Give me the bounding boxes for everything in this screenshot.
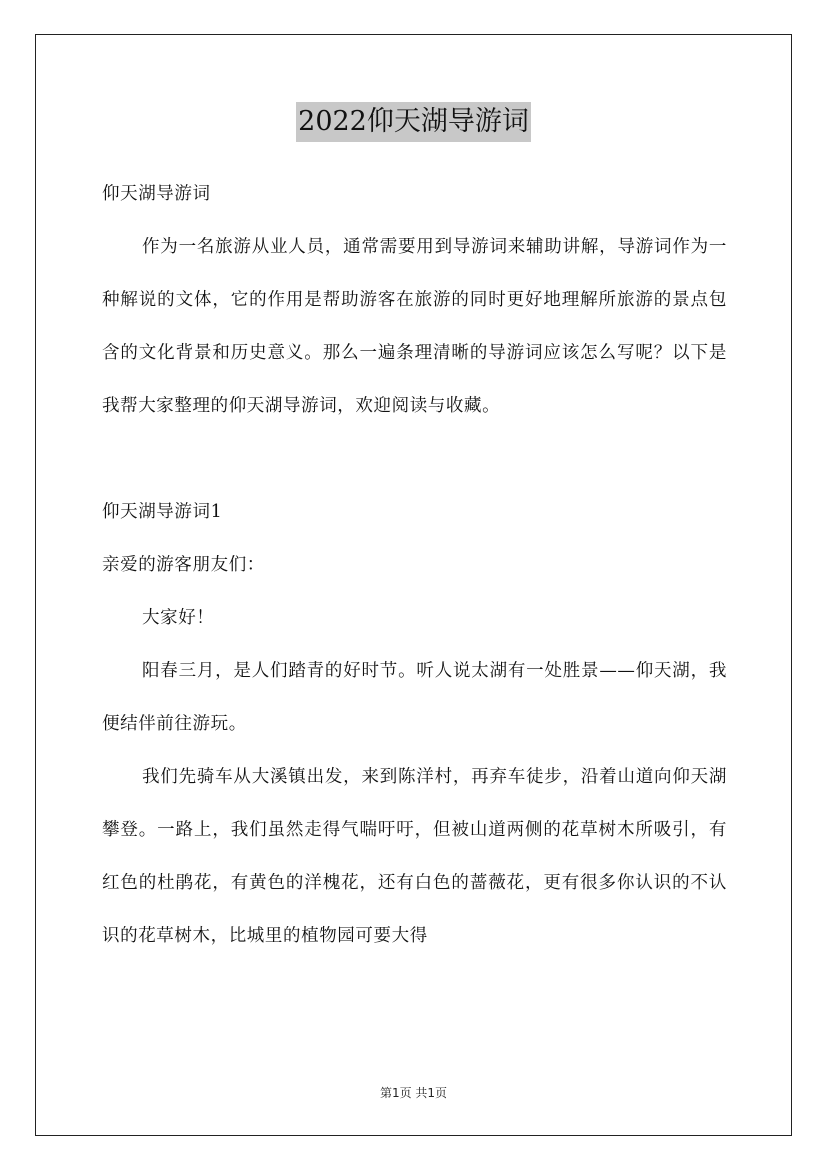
document-title: 2022仰天湖导游词 <box>296 102 531 142</box>
hello-line: 大家好！ <box>142 608 215 628</box>
title-wrap <box>0 102 827 142</box>
page-footer: 第1页 共1页 <box>379 1086 448 1100</box>
body-paragraph-2: 我们先骑车从大溪镇出发，来到陈洋村，再弃车徒步，沿着山道向仰天湖攀登。一路上，我们虽然走得气喘吁吁，但被山道两侧的花草树木所吸引，有红色的杜鹃花，有黄色的洋槐花，还有白色的蔷薇花，更有很多你认识的不认识的花草树木，比城里的植物园可要大得 <box>102 767 727 946</box>
greeting: 亲爱的游客朋友们： <box>102 555 265 575</box>
document-body <box>102 168 727 963</box>
document-heading: 仰天湖导游词 <box>102 184 211 204</box>
intro-paragraph: 作为一名旅游从业人员，通常需要用到导游词来辅助讲解，导游词作为一种解说的文体，它的作用是帮助游客在旅游的同时更好地理解所旅游的景点包含的文化背景和历史意义。那么一遍条理清晰的导游词应该怎么写呢？以下是我帮大家整理的仰天湖导游词，欢迎阅读与收藏。 <box>102 237 727 416</box>
body-paragraph-1: 阳春三月，是人们踏青的好时节。听人说太湖有一处胜景——仰天湖，我便结伴前往游玩。 <box>102 661 727 734</box>
paragraph-gap <box>102 433 727 486</box>
section-title: 仰天湖导游词1 <box>102 502 223 522</box>
